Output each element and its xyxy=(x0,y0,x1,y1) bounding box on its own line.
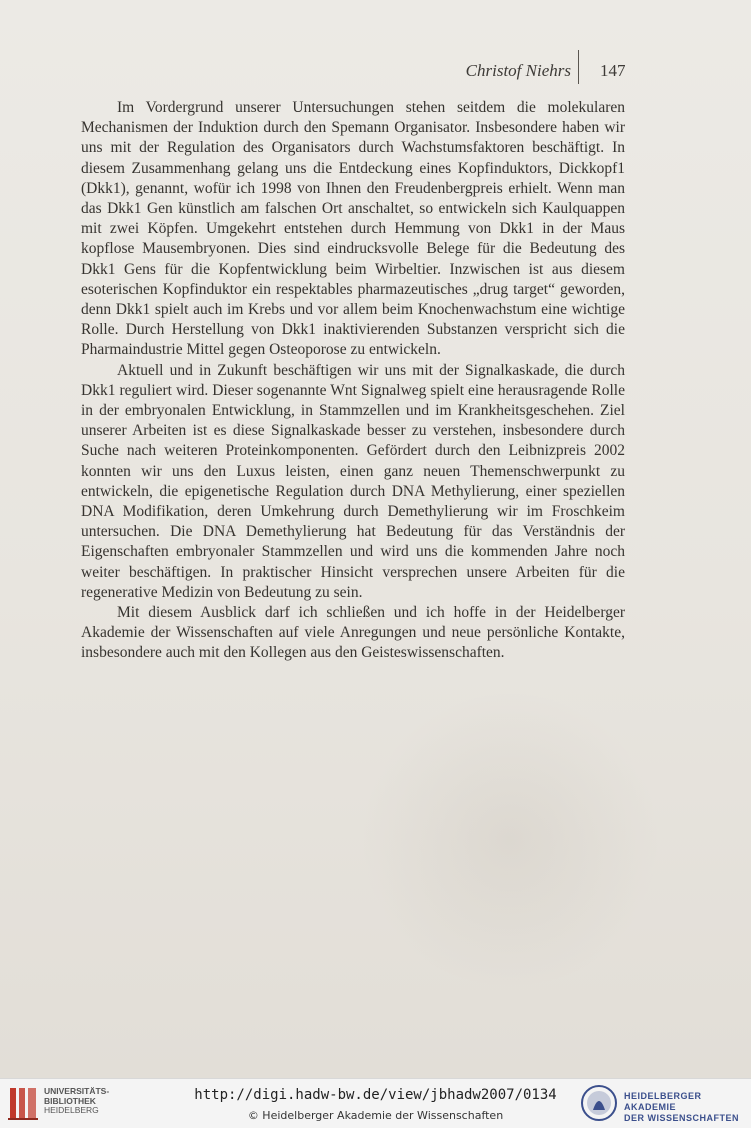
page-number: 147 xyxy=(600,61,626,80)
show-through-shadow xyxy=(360,690,660,990)
paragraph-1: Im Vordergrund unserer Untersuchungen stehen seitdem die molekularen Mechanismen der Induktion durch den Spemann Organisator. Insbesondere haben wir uns mit der Regulation des Organisators durch Wachstumsfaktoren beschäftigt. In diesem Zusammenhang gelang uns die Entdeckung eines Kopfinduktors, Dickkopf1 (Dkk1), genannt, wofür ich 1998 von Ihnen den Freudenbergpreis erhielt. Wenn man das Dkk1 Gen künstlich am falschen Ort anschaltet, so entwickeln sich Kaulquappen mit zwei Köpfen. Umgekehrt entstehen durch Hemmung von Dkk1 in der Maus kopflose Mausembryonen. Dies sind eindrucksvolle Belege für die Bedeutung des Dkk1 Gens für die Kopfentwicklung beim Wirbeltier. Inzwischen ist aus diesem esoterischen Kopfinduktor ein respektables pharmazeutisches „drug target“ geworden, denn Dkk1 spielt auch im Krebs und vor allem beim Knochenwachstum eine wichtige Rolle. Durch Herstellung von Dkk1 inaktivierenden Substanzen verspricht sich die Pharmaindustrie Mittel gegen Osteoporose zu entwickeln. xyxy=(81,99,625,359)
viewer-footer xyxy=(0,1078,751,1128)
library-line-2: BIBLIOTHEK xyxy=(44,1095,96,1106)
academy-line-2: DER WISSENSCHAFTEN xyxy=(624,1113,740,1123)
copyright-notice: © Heidelberger Akademie der Wissenschaften xyxy=(247,1109,504,1122)
paragraph-3: Mit diesem Ausblick darf ich schließen und ich hoffe in der Heidelberger Akademie der Wissenschaften auf viele Anregungen und neue persönliche Kontakte, insbesondere auch mit den Kollegen aus den Geisteswissenschaften. xyxy=(81,604,625,662)
running-head xyxy=(0,60,751,84)
paragraph-2: Aktuell und in Zukunft beschäftigen wir uns mit der Signalkaskade, die durch Dkk1 reguliert wird. Dieser sogenannte Wnt Signalweg spielt eine herausragende Rolle in der embryonalen Entwicklung, in Stammzellen und im Krankheitsgeschehen. Ziel unserer Arbeiten ist es diese Signalkaskade besser zu verstehen, insbesondere durch Suche nach weiteren Proteinkomponenten. Gefördert durch den Leibnizpreis 2002 konnten wir uns den Luxus leisten, einen ganz neuen Themenschwerpunkt zu entwickeln, die epigenetische Regulation durch DNA Methylierung, einer speziellen DNA Modifikation, deren Umkehrung durch Demethylierung wir im Froschkeim untersuchen. Die DNA Demethylierung hat Bedeutung für das Verständnis der Eigenschaften embryonaler Stammzellen und wird uns die kommenden Jahre noch weiter beschäftigen. In praktischer Hinsicht versprechen unsere Arbeiten für die regenerative Medizin von Bedeutung zu sein. xyxy=(81,361,625,601)
academy-name xyxy=(624,1091,751,1124)
academy-line-1: HEIDELBERGER AKADEMIE xyxy=(624,1091,702,1112)
running-head-divider xyxy=(578,50,579,84)
academy-seal-icon xyxy=(580,1084,618,1122)
library-line-1: UNIVERSITÄTS- xyxy=(44,1086,110,1096)
running-head-author: Christof Niehrs xyxy=(465,61,571,80)
permalink-url[interactable]: http://digi.hadw-bw.de/view/jbhadw2007/0134 xyxy=(194,1087,557,1103)
body-text xyxy=(81,98,625,664)
library-line-3: HEIDELBERG xyxy=(44,1105,99,1115)
